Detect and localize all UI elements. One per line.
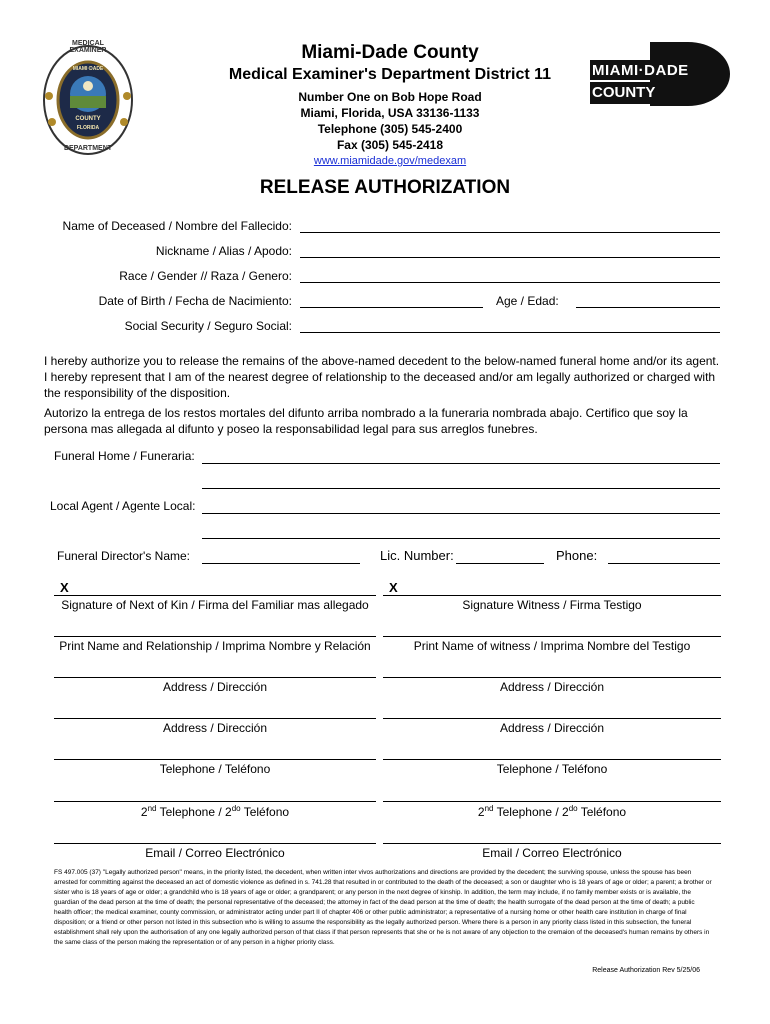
medical-examiner-seal (40, 42, 136, 158)
license-number-field[interactable] (456, 563, 544, 564)
kin-telephone-2-field[interactable] (54, 801, 376, 802)
authorization-spanish: Autorizo la entrega de los restos mortales del difunto arriba nombrado a la funeraria nombrada abajo. Certifico que soy la persona mas allegada al difunto y poseo la responsabilidad legal para sus arreglos funebres. (44, 406, 688, 436)
tel2-end: Teléfono (577, 805, 627, 819)
funeral-home-field[interactable] (202, 463, 720, 464)
funeral-home-label: Funeral Home / Funeraria: (54, 449, 195, 463)
logo-line-1: MIAMI·DADE (592, 62, 689, 79)
witness-email-label: Email / Correo Electrónico (482, 846, 622, 860)
seal-bottom-text: DEPARTMENT (63, 145, 113, 152)
witness-telephone-2-field[interactable] (383, 801, 721, 802)
seal-inner-county: COUNTY (75, 116, 101, 122)
deceased-name-field[interactable] (300, 232, 720, 233)
dob-label: Date of Birth / Fecha de Nacimiento: (98, 294, 292, 308)
nickname-label: Nickname / Alias / Apodo: (155, 244, 292, 258)
kin-address-field-2[interactable] (54, 718, 376, 719)
tel2-num: 2 (140, 805, 148, 819)
kin-email-label: Email / Correo Electrónico (145, 846, 285, 860)
statute-text: FS 497.005 (37) "Legally authorized person" means, in the priority listed, the decedent, when written inter vivos authorizations and directions are provided by the decedent; the surviving spouse, unless the spouse has been arrested for committing against the deceased an act of domestic violence as defined in s. 741.28 that resulted in or contributed to the death of the deceased; a son or daughter who is 18 years of age or older; a parent; a brother or sister who is 18 years of age or older; a grandchild who is 18 years of age or older; a grandparent; or any person in the next degree of kinship. In addition, the term may include, if no family member exists or is available, the guardian of the dead person at the time of death; the personal representative of the deceased; the attorney in fact of the dead person at the time of death; the health surrogate of the dead person at the time of death; a public health officer; the medical examiner, county commission, or administrator acting under part II of chapter 406 or other public administrator; a representative of a nursing home or other health care institution in charge of final disposition; or a friend or other person not listed in this subsection who is willing to assume the responsibility as the legally authorized person. Where there is a person in any priority class listed in this subsection, the funeral establishment shall rely upon the authorisation of any one legally authorized person of that class if that person represents that she or he is not aware of any objection to the cremaion of the deceased's human remains by others in the same class of the person making the representation or of any person in a higher priority class. (54, 869, 712, 946)
tel2-num: 2 (477, 805, 485, 819)
ssn-label: Social Security / Seguro Social: (124, 319, 292, 333)
dob-field[interactable] (300, 307, 483, 308)
miami-dade-logo (588, 42, 730, 106)
local-agent-label: Local Agent / Agente Local: (50, 499, 196, 513)
ssn-field[interactable] (300, 332, 720, 333)
witness-address-label-2: Address / Dirección (499, 721, 605, 735)
form-title: RELEASE AUTHORIZATION (259, 177, 511, 198)
address-line-1: Number One on Bob Hope Road (298, 90, 482, 104)
tel2-sup-do: do (231, 804, 241, 813)
local-agent-field-2[interactable] (202, 538, 720, 539)
witness-address-label: Address / Dirección (499, 680, 605, 694)
funeral-director-label: Funeral Director's Name: (57, 549, 190, 563)
seal-inner-top: MIAMI·DADE (72, 66, 104, 72)
tel2-mid: Telephone / 2 (493, 805, 569, 819)
fax-number: Fax (305) 545-2418 (336, 138, 444, 152)
revision-note: Release Authorization Rev 5/25/06 (592, 967, 700, 974)
phone-label: Phone: (556, 548, 598, 563)
website-link[interactable]: www.miamidade.gov/medexam (313, 155, 467, 167)
department-name: Medical Examiner's Department District 11 (228, 66, 552, 83)
county-name: Miami-Dade County (301, 42, 479, 63)
witness-email-field[interactable] (383, 843, 721, 844)
kin-signature-label: Signature of Next of Kin / Firma del Familiar mas allegado (61, 598, 369, 612)
witness-telephone-field[interactable] (383, 759, 721, 760)
phone-field[interactable] (608, 563, 720, 564)
kin-address-field[interactable] (54, 677, 376, 678)
witness-print-label: Print Name of witness / Imprima Nombre del Testigo (413, 639, 691, 653)
age-label: Age / Edad: (496, 294, 559, 308)
address-line-2: Miami, Florida, USA 33136-1133 (300, 106, 480, 120)
funeral-director-field[interactable] (202, 563, 360, 564)
logo-line-2: COUNTY (592, 84, 656, 101)
tel2-sup-do: do (568, 804, 578, 813)
race-gender-field[interactable] (300, 282, 720, 283)
witness-telephone-label: Telephone / Teléfono (496, 762, 608, 776)
tel2-end: Teléfono (240, 805, 290, 819)
witness-signature-label: Signature Witness / Firma Testigo (462, 598, 642, 612)
kin-x-mark: X (60, 580, 69, 595)
funeral-home-field-2[interactable] (202, 488, 720, 489)
nickname-field[interactable] (300, 257, 720, 258)
kin-telephone-label: Telephone / Teléfono (159, 762, 271, 776)
telephone-number: Telephone (305) 545-2400 (317, 122, 463, 136)
kin-telephone-field[interactable] (54, 759, 376, 760)
kin-address-label-2: Address / Dirección (162, 721, 268, 735)
tel2-sup-nd: nd (147, 804, 157, 813)
race-gender-label: Race / Gender // Raza / Genero: (119, 269, 292, 283)
witness-telephone-2-label (383, 804, 721, 819)
tel2-mid: Telephone / 2 (156, 805, 232, 819)
seal-top-text: MEDICAL EXAMINER (69, 40, 107, 54)
age-field[interactable] (576, 307, 720, 308)
authorization-english: I hereby authorize you to release the remains of the above-named decedent to the below-named funeral home and/or its agent. I hereby represent that I am of the nearest degree of relationship to the deceased and/or am legally authorized or charged with the responsibility of the disposition. (44, 354, 720, 400)
deceased-name-label: Name of Deceased / Nombre del Fallecido: (62, 219, 292, 233)
license-number-label: Lic. Number: (380, 548, 454, 563)
tel2-sup-nd: nd (484, 804, 494, 813)
kin-address-label: Address / Dirección (162, 680, 268, 694)
kin-print-field[interactable] (54, 636, 376, 637)
seal-inner-state: FLORIDA (76, 125, 100, 131)
witness-print-field[interactable] (383, 636, 721, 637)
local-agent-field[interactable] (202, 513, 720, 514)
kin-print-label: Print Name and Relationship / Imprima Nombre y Relación (59, 639, 371, 653)
witness-address-field-2[interactable] (383, 718, 721, 719)
kin-telephone-2-label (54, 804, 376, 819)
witness-x-mark: X (389, 580, 398, 595)
witness-address-field[interactable] (383, 677, 721, 678)
kin-signature-field[interactable] (54, 595, 376, 596)
witness-signature-field[interactable] (383, 595, 721, 596)
kin-email-field[interactable] (54, 843, 376, 844)
